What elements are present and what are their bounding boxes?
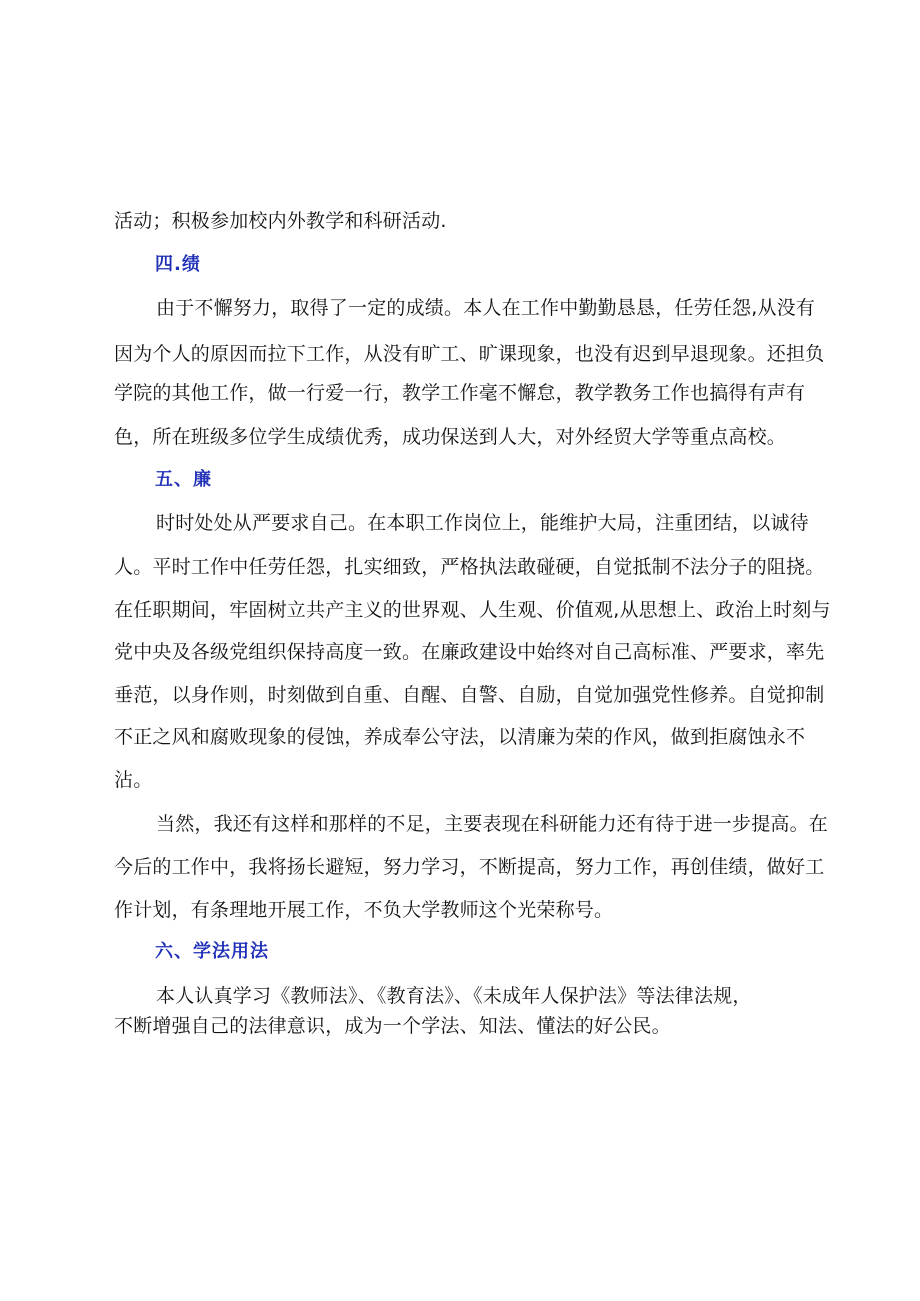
paragraph-line: 当然，我还有这样和那样的不足，主要表现在科研能力还有待于进一步提高。在 <box>156 813 829 835</box>
paragraph-line: 沾。 <box>114 769 153 791</box>
paragraph-line: 因为个人的原因而拉下工作，从没有旷工、旷课现象，也没有迟到早退现象。还担负 <box>114 343 825 365</box>
paragraph-line: 不正之风和腐败现象的侵蚀，养成奉公守法，以清廉为荣的作风，做到拒腐蚀永不 <box>114 726 806 748</box>
section-heading-five: 五、廉 <box>155 469 212 490</box>
paragraph-line: 学院的其他工作，做一行爱一行，教学工作毫不懈怠，教学教务工作也搞得有声有 <box>114 382 806 404</box>
paragraph-line: 由于不懈努力，取得了一定的成绩。本人在工作中勤勤恳恳，任劳任怨,从没有 <box>156 297 816 319</box>
paragraph-line: 垂范，以身作则，时刻做到自重、自醒、自警、自励，自觉加强党性修养。自觉抑制 <box>114 684 825 706</box>
section-heading-four: 四.绩 <box>155 254 201 275</box>
section-heading-six: 六、学法用法 <box>155 941 269 962</box>
paragraph-line: 党中央及各级党组织保持高度一致。在廉政建设中始终对自己高标准、严要求，率先 <box>114 641 825 663</box>
paragraph-line: 色，所在班级多位学生成绩优秀，成功保送到人大，对外经贸大学等重点高校。 <box>114 426 787 448</box>
paragraph-line: 作计划，有条理地开展工作，不负大学教师这个光荣称号。 <box>114 899 614 921</box>
paragraph-line: 今后的工作中，我将扬长避短，努力学习，不断提高，努力工作，再创佳绩，做好工 <box>114 856 825 878</box>
paragraph-line: 在任职期间，牢固树立共产主义的世界观、人生观、价值观,从思想上、政治上时刻与 <box>114 599 831 621</box>
paragraph-line: 不断增强自己的法律意识，成为一个学法、知法、懂法的好公民。 <box>114 1015 671 1037</box>
paragraph-line: 时时处处从严要求自己。在本职工作岗位上，能维护大局，注重团结，以诚待 <box>156 512 809 534</box>
paragraph-line: 本人认真学习《教师法》、《教育法》、《未成年人保护法》等法律法规， <box>156 985 752 1007</box>
paragraph-line: 活动；积极参加校内外教学和科研活动. <box>114 210 447 232</box>
paragraph-line: 人。平时工作中任劳任怨，扎实细致，严格执法敢碰硬，自觉抵制不法分子的阻挠。 <box>114 556 825 578</box>
